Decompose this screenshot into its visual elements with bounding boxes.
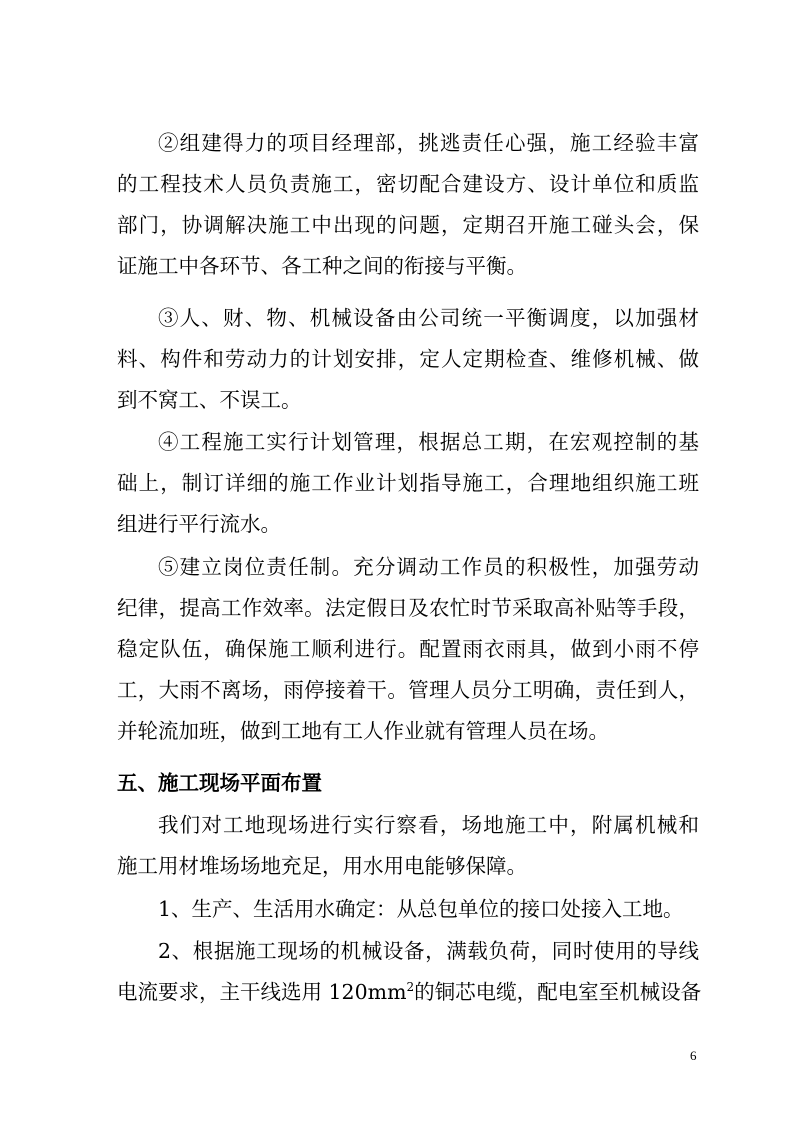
paragraph-2-line-1: ②组建得力的项目经理部，挑逃责任心强，施工经验丰富 bbox=[158, 131, 699, 155]
list-item-2-line-2 bbox=[117, 972, 702, 1012]
paragraph-3-line-2: 料、构件和劳动力的计划安排，定人定期检查、维修机械、做 bbox=[117, 347, 699, 371]
paragraph-2-line-3: 部门，协调解决施工中出现的问题，定期召开施工碰头会，保 bbox=[117, 213, 699, 237]
paragraph-5-line-2: 纪律，提高工作效率。法定假日及农忙时节采取高补贴等手段， bbox=[117, 596, 699, 620]
section-intro-line-1: 我们对工地现场进行实行察看，场地施工中，附属机械和 bbox=[158, 813, 699, 837]
section-heading: 五、施工现场平面布置 bbox=[117, 771, 322, 795]
paragraph-4-line-2: 础上，制订详细的施工作业计划指导施工，合理地组织施工班 bbox=[117, 471, 699, 495]
paragraph-5-line-4: 工，大雨不离场，雨停接着干。管理人员分工明确，责任到人， bbox=[117, 678, 699, 702]
paragraph-4-line-1: ④工程施工实行计划管理，根据总工期，在宏观控制的基 bbox=[158, 430, 699, 454]
superscript-2: 2 bbox=[406, 980, 415, 994]
paragraph-3-line-3: 到不窝工、不误工。 bbox=[117, 388, 302, 412]
section-intro-line-2: 施工用材堆场场地充足，用水用电能够保障。 bbox=[117, 854, 527, 878]
paragraph-3-line-1: ③人、财、物、机械设备由公司统一平衡调度，以加强材 bbox=[158, 306, 699, 330]
paragraph-2-line-4: 证施工中各环节、各工种之间的衔接与平衡。 bbox=[117, 254, 527, 278]
list-item-2-line-1: 2、根据施工现场的机械设备，满载负荷，同时使用的导线 bbox=[158, 939, 699, 963]
list-item-1: 1、生产、生活用水确定：从总包单位的接口处接入工地。 bbox=[158, 897, 684, 921]
paragraph-5-line-5: 并轮流加班，做到工地有工人作业就有管理人员在场。 bbox=[117, 719, 609, 743]
paragraph-2-line-2: 的工程技术人员负责施工，密切配合建设方、设计单位和质监 bbox=[117, 172, 699, 196]
item-2-text-b: 的铜芯电缆，配电室至机械设备 bbox=[414, 980, 702, 1004]
paragraph-5-line-1: ⑤建立岗位责任制。充分调动工作员的积极性，加强劳动 bbox=[158, 555, 699, 579]
paragraph-4-line-3: 组进行平行流水。 bbox=[117, 512, 281, 536]
page-number: 6 bbox=[690, 1048, 697, 1063]
item-2-text-a: 电流要求，主干线选用 120mm bbox=[117, 980, 407, 1004]
paragraph-5-line-3: 稳定队伍，确保施工顺利进行。配置雨衣雨具，做到小雨不停 bbox=[117, 637, 699, 661]
